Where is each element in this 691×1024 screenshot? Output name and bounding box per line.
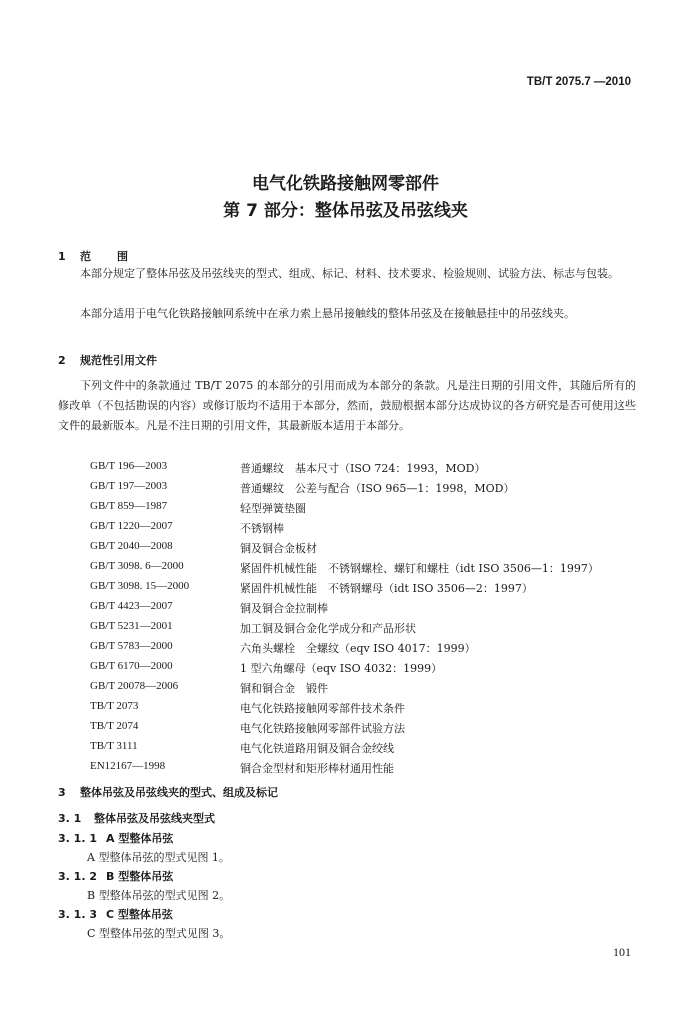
section-3-1-1-text: A 型整体吊弦的型式见图 1。 <box>87 851 230 864</box>
section-title: A 型整体吊弦 <box>106 832 174 845</box>
section-2-paragraph: 下列文件中的条款通过 TB/T 2075 的本部分的引用而成为本部分的条款。凡是注日期的引用文件，其随后所有的修改单（不包括勘误的内容）或修订版均不适用于本部分，然而，鼓励根据本部分达成协议的各方研究是否可使用这些文件的最新版本。凡是不注日期的引用文件，其最新版本适用于本部分。 <box>58 379 636 432</box>
section-3-1-3-heading <box>58 906 173 922</box>
ref-title: 1 型六角螺母（eqv ISO 4032：1999） <box>240 662 443 675</box>
ref-code: GB/T 3098. 15—2000 <box>90 580 190 592</box>
ref-title: 紧固件机械性能 不锈钢螺母（idt ISO 3506—2：1997） <box>240 582 533 595</box>
section-3-1-heading <box>58 810 215 826</box>
section-title: 整体吊弦及吊弦线夹型式 <box>94 812 215 825</box>
section-title: 整体吊弦及吊弦线夹的型式、组成及标记 <box>80 786 278 799</box>
section-title-part2: 围 <box>117 250 128 263</box>
ref-code: GB/T 859—1987 <box>90 500 168 512</box>
ref-title: 铜及铜合金拉制棒 <box>240 602 328 615</box>
title-line-2: 第 7 部分：整体吊弦及吊弦线夹 <box>223 201 468 221</box>
section-number: 1 <box>58 250 66 263</box>
ref-title: 普通螺纹 基本尺寸（ISO 724：1993，MOD） <box>240 462 486 475</box>
ref-code: GB/T 4423—2007 <box>90 600 173 612</box>
section-number: 3. 1 <box>58 812 82 825</box>
section-3-1-3-text: C 型整体吊弦的型式见图 3。 <box>87 927 231 940</box>
ref-title: 轻型弹簧垫圈 <box>240 502 306 515</box>
ref-code: GB/T 6170—2000 <box>90 660 173 672</box>
ref-code: GB/T 2040—2008 <box>90 540 173 552</box>
ref-title: 加工铜及铜合金化学成分和产品形状 <box>240 622 416 635</box>
ref-code: TB/T 3111 <box>90 740 138 752</box>
section-2-heading <box>58 352 157 368</box>
section-number: 2 <box>58 354 66 367</box>
ref-code: EN12167—1998 <box>90 760 166 772</box>
page-number: 101 <box>613 945 631 959</box>
section-number: 3. 1. 1 <box>58 832 97 845</box>
section-title: 规范性引用文件 <box>80 354 157 367</box>
ref-code: GB/T 3098. 6—2000 <box>90 560 184 572</box>
ref-title: 电气化铁路接触网零部件试验方法 <box>240 722 405 735</box>
ref-title: 电气化铁道路用铜及铜合金绞线 <box>240 742 394 755</box>
ref-title: 紧固件机械性能 不锈钢螺栓、螺钉和螺柱（idt ISO 3506—1：1997） <box>240 562 599 575</box>
section-number: 3. 1. 3 <box>58 908 97 921</box>
section-number: 3 <box>58 786 66 799</box>
ref-code: GB/T 196—2003 <box>90 460 168 472</box>
section-3-heading <box>58 784 278 800</box>
ref-title: 六角头螺栓 全螺纹（eqv ISO 4017：1999） <box>240 642 476 655</box>
section-1-heading <box>58 248 128 264</box>
section-1-paragraph-1: 本部分规定了整体吊弦及吊弦线夹的型式、组成、标记、材料、技术要求、检验规则、试验方法、标志与包装。 <box>80 267 619 280</box>
ref-title: 铜和铜合金 锻件 <box>240 682 328 695</box>
doc-code-header: TB/T 2075.7 —2010 <box>526 76 631 88</box>
ref-code: GB/T 197—2003 <box>90 480 168 492</box>
section-3-1-2-heading <box>58 868 173 884</box>
ref-title: 铜及铜合金板材 <box>240 542 317 555</box>
ref-title: 普通螺纹 公差与配合（ISO 965—1：1998，MOD） <box>240 482 515 495</box>
ref-code: GB/T 20078—2006 <box>90 680 179 692</box>
section-title-part1: 范 <box>80 250 91 263</box>
ref-code: GB/T 5783—2000 <box>90 640 173 652</box>
section-3-1-2-text: B 型整体吊弦的型式见图 2。 <box>87 889 231 902</box>
section-title: B 型整体吊弦 <box>106 870 174 883</box>
section-1-paragraph-2: 本部分适用于电气化铁路接触网系统中在承力索上悬吊接触线的整体吊弦及在接触悬挂中的吊弦线夹。 <box>80 307 575 320</box>
section-title: C 型整体吊弦 <box>106 908 173 921</box>
ref-code: GB/T 1220—2007 <box>90 520 173 532</box>
ref-title: 不锈钢棒 <box>240 522 284 535</box>
ref-title: 铜合金型材和矩形棒材通用性能 <box>240 762 394 775</box>
ref-code: TB/T 2073 <box>90 700 139 712</box>
section-3-1-1-heading <box>58 830 173 846</box>
section-number: 3. 1. 2 <box>58 870 97 883</box>
ref-code: TB/T 2074 <box>90 720 139 732</box>
title-line-1: 电气化铁路接触网零部件 <box>252 174 439 194</box>
ref-title: 电气化铁路接触网零部件技术条件 <box>240 702 405 715</box>
ref-code: GB/T 5231—2001 <box>90 620 173 632</box>
